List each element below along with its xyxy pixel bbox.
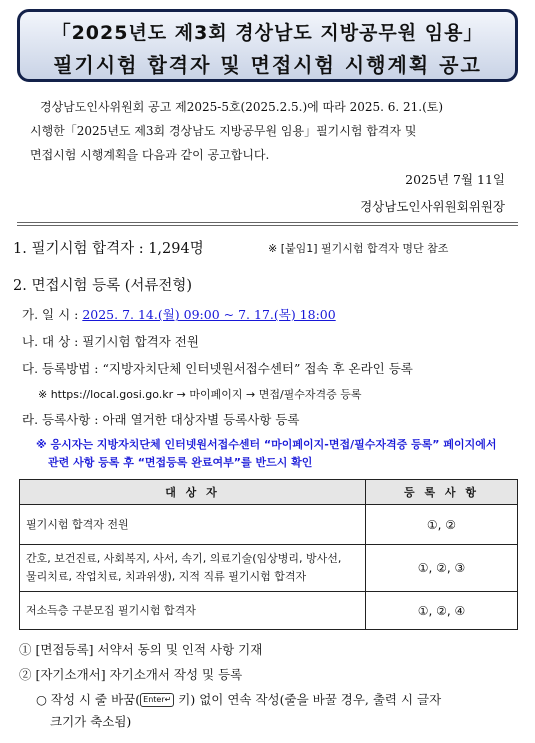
row-items: ①, ② (366, 505, 518, 545)
enter-key-icon: Enter↵ (140, 693, 174, 707)
schedule-label: 가. 일 시 : (22, 307, 83, 322)
title-banner (17, 9, 518, 82)
row-target: 필기시험 합격자 전원 (20, 505, 366, 545)
banner-title-line2: 필기시험 합격자 및 면접시험 시행계획 공고 (53, 53, 482, 77)
warning-line: 관련 사항 등록 후 “면접등록 완료여부”를 반드시 확인 (48, 456, 313, 469)
footnote-1: ① [면접등록] 서약서 동의 및 인적 사항 기재 (19, 642, 263, 657)
bullet-text: ○ 작성 시 줄 바꿈( (36, 692, 141, 707)
header-items: 등 록 사 항 (366, 480, 518, 505)
table-row (20, 592, 518, 630)
target-row: 나. 대 상 : 필기시험 합격자 전원 (22, 334, 199, 349)
section1-title: 1. 필기시험 합격자 : 1,294명 (13, 241, 204, 257)
header-target: 대 상 자 (20, 480, 366, 505)
schedule-value: 2025. 7. 14.(월) 09:00 ~ 7. 17.(목) 18:00 (82, 307, 336, 322)
method-row: 다. 등록방법 : “지방자치단체 인터넷원서접수센터” 접속 후 온라인 등록 (22, 361, 413, 376)
row-target-line: 물리치료, 작업치료, 치과위생), 지적 직류 필기시험 합격자 (26, 570, 307, 583)
items-row: 라. 등록사항 : 아래 열거한 대상자별 등록사항 등록 (22, 412, 300, 427)
intro-line: 면접시험 시행계획을 다음과 같이 공고합니다. (30, 148, 270, 162)
announcement-signer: 경상남도인사위원회위원장 (360, 199, 505, 214)
footnote-2: ② [자기소개서] 자기소개서 작성 및 등록 (19, 667, 243, 682)
section2-title: 2. 면접시험 등록 (서류전형) (13, 278, 193, 294)
section1-note: ※ [붙임1] 필기시험 합격자 명단 참조 (268, 242, 449, 255)
announcement-date: 2025년 7월 11일 (405, 172, 505, 187)
schedule-row (22, 305, 336, 323)
table-header-row (20, 480, 518, 505)
registration-table (19, 479, 518, 630)
warning-line: ※ 응시자는 지방자치단체 인터넷원서접수센터 “마이페이지-면접/필수자격증 등록” 페이지에서 (36, 438, 497, 451)
intro-line: 경상남도인사위원회 공고 제2025-5호(2025.2.5.)에 따라 2025. 6. 21.(토) (40, 100, 444, 114)
intro-paragraph (30, 95, 510, 167)
row-target: 저소득층 구분모집 필기시험 합격자 (20, 592, 366, 630)
row-target-line: 간호, 보건진료, 사회복지, 사서, 속기, 의료기술(임상병리, 방사선, (26, 552, 342, 565)
row-items: ①, ②, ④ (366, 592, 518, 630)
applicant-warning (36, 436, 516, 472)
method-url-note: ※ https://local.gosi.go.kr → 마이페이지 → 면접/필수자격증 등록 (38, 388, 362, 401)
row-target (20, 545, 366, 592)
table-row (20, 505, 518, 545)
divider-top (17, 222, 518, 223)
intro-line: 시행한「2025년도 제3회 경상남도 지방공무원 임용」필기시험 합격자 및 (30, 124, 417, 138)
bullet-text: 키) 없이 연속 작성(줄을 바꿀 경우, 출력 시 글자 (174, 692, 442, 707)
table-row (20, 545, 518, 592)
divider-bottom (17, 225, 518, 226)
row-items: ①, ②, ③ (366, 545, 518, 592)
bullet-text: 크기가 축소됨) (50, 714, 132, 729)
footnote-bullet (36, 689, 526, 733)
banner-title-line1: 「2025년도 제3회 경상남도 지방공무원 임용」 (51, 22, 484, 44)
